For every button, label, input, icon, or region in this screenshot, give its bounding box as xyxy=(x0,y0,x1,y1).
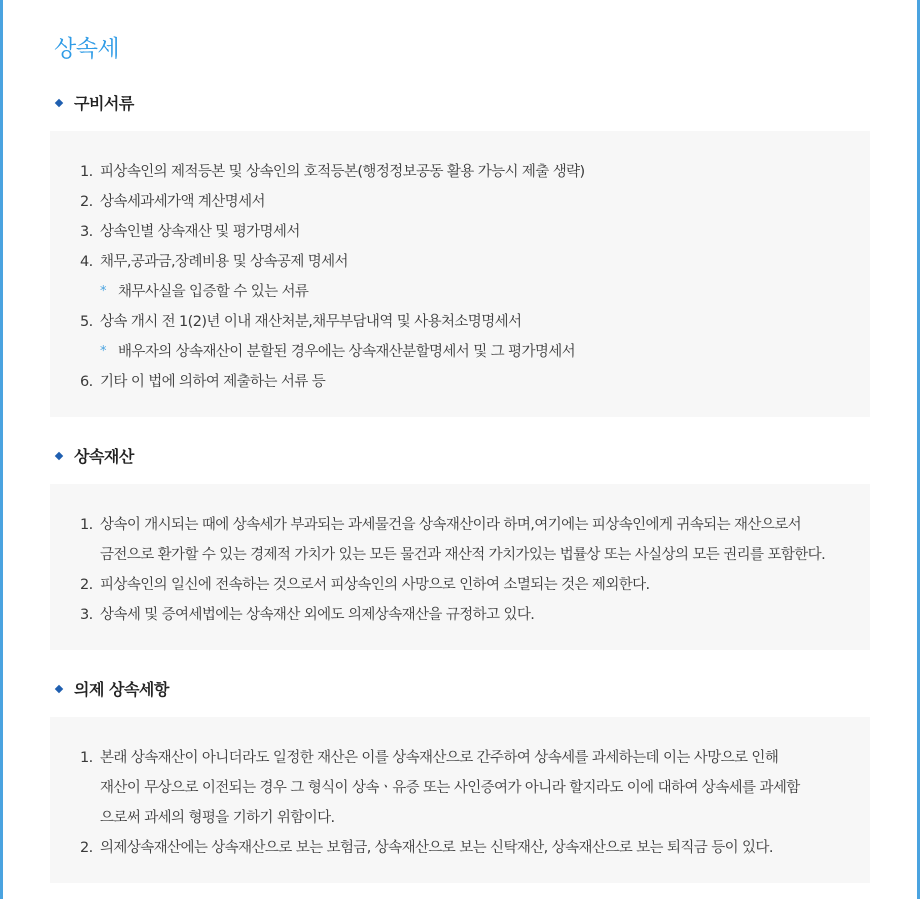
section-heading-label: 상속재산 xyxy=(74,447,134,466)
list-item: 3. 상속인별 상속재산 및 평가명세서 xyxy=(80,224,300,240)
list-item: 4. 채무,공과금,장례비용 및 상속공제 명세서 xyxy=(80,254,348,270)
list-item: 1. 피상속인의 제적등본 및 상속인의 호적등본(행정정보공동 활용 가능시 제출 생략) xyxy=(80,164,585,180)
list-item: 1. 본래 상속재산이 아니더라도 일정한 재산은 이를 상속재산으로 간주하여 상속세를 과세하는데 이는 사망으로 인해 재산이 무상으로 이전되는 경우 그 형식이 상속ㆍ유증 또는 사인증여가 아니라 할지라도 이에 대하여 상속세를 과세함 으로써 과세의 형평을 기하기 위함이다. xyxy=(80,750,800,826)
asterisk-icon: * xyxy=(100,344,106,359)
section-heading-label: 구비서류 xyxy=(74,94,134,113)
diamond-bullet-icon xyxy=(55,98,63,106)
section-heading-label: 의제 상속세항 xyxy=(74,680,169,699)
diamond-bullet-icon xyxy=(55,684,63,692)
list-item: 6. 기타 이 법에 의하여 제출하는 서류 등 xyxy=(80,374,326,390)
property-box xyxy=(50,484,870,650)
page-title: 상속세 xyxy=(54,36,120,62)
list-item: 5. 상속 개시 전 1(2)년 이내 재산처분,채무부담내역 및 사용처소명명세서 xyxy=(80,314,522,330)
deemed-box xyxy=(50,717,870,883)
documents-box xyxy=(50,131,870,417)
list-item: 2. 피상속인의 일신에 전속하는 것으로서 피상속인의 사망으로 인하여 소멸되는 것은 제외한다. xyxy=(80,577,650,593)
list-item: 2. 상속세과세가액 계산명세서 xyxy=(80,194,265,210)
section-heading-documents xyxy=(54,91,134,114)
diamond-bullet-icon xyxy=(55,451,63,459)
section-heading-property xyxy=(54,444,134,467)
list-subitem: * 채무사실을 입증할 수 있는 서류 xyxy=(80,277,850,307)
list-subitem: * 배우자의 상속재산이 분할된 경우에는 상속재산분할명세서 및 그 평가명세서 xyxy=(80,337,850,367)
list-item: 2. 의제상속재산에는 상속재산으로 보는 보험금, 상속재산으로 보는 신탁재산, 상속재산으로 보는 퇴직금 등이 있다. xyxy=(80,840,773,856)
list-item: 3. 상속세 및 증여세법에는 상속재산 외에도 의제상속재산을 규정하고 있다. xyxy=(80,607,535,623)
asterisk-icon: * xyxy=(100,284,106,299)
section-heading-deemed xyxy=(54,677,169,700)
list-item: 1. 상속이 개시되는 때에 상속세가 부과되는 과세물건을 상속재산이라 하며,여기에는 피상속인에게 귀속되는 재산으로서 금전으로 환가할 수 있는 경제적 가치가 있는 모든 물건과 재산적 가치가있는 법률상 또는 사실상의 모든 권리를 포함한다. xyxy=(80,517,826,563)
